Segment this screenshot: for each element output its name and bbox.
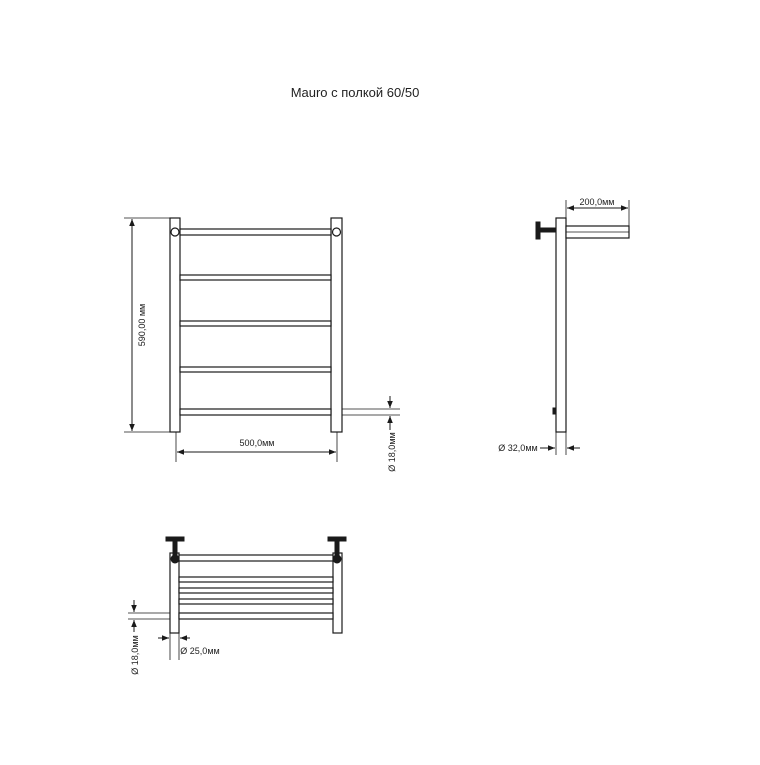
- front-view: [124, 218, 400, 472]
- height-dimension: [124, 218, 170, 432]
- rung-4: [180, 409, 331, 415]
- top-view: [128, 537, 346, 675]
- top-rung-4: [179, 613, 333, 619]
- side-mount-plate: [536, 222, 540, 239]
- width-dimension: [176, 432, 337, 462]
- top-shelf-bar: [179, 555, 333, 561]
- rung-3: [180, 367, 331, 372]
- depth-label: 200,0мм: [579, 197, 615, 207]
- top-rung-2: [179, 588, 333, 593]
- bar-diameter-front-dimension: [387, 396, 397, 472]
- height-label: 590,00 мм: [137, 303, 147, 347]
- top-rung-1: [179, 577, 333, 582]
- mount-right: [333, 228, 341, 236]
- shelf-top-bar: [180, 229, 331, 235]
- bar-diameter-top-dimension: [130, 600, 140, 675]
- drawing-title: Mauro с полкой 60/50: [290, 85, 420, 100]
- side-bottom-mount: [553, 408, 556, 414]
- right-post: [331, 218, 342, 432]
- post-diameter-dimension: [498, 432, 580, 455]
- mount-left: [171, 228, 179, 236]
- side-mount-arm: [540, 228, 556, 232]
- post-diameter-label: Ø 32,0мм: [498, 443, 538, 453]
- rung-2: [180, 321, 331, 326]
- top-right-post: [333, 553, 342, 633]
- side-post: [556, 218, 566, 432]
- depth-dimension: [566, 197, 629, 226]
- top-rung-3: [179, 599, 333, 604]
- bar-diameter-front-label: Ø 18,0мм: [387, 432, 397, 472]
- left-post: [170, 218, 180, 432]
- width-label: 500,0мм: [239, 438, 275, 448]
- mount-diameter-label: Ø 25,0мм: [180, 646, 220, 656]
- mount-diameter-dimension: [158, 633, 220, 660]
- side-view: [498, 197, 629, 455]
- bar-diameter-top-label: Ø 18,0мм: [130, 635, 140, 675]
- top-left-post: [170, 553, 179, 633]
- rung-1: [180, 275, 331, 280]
